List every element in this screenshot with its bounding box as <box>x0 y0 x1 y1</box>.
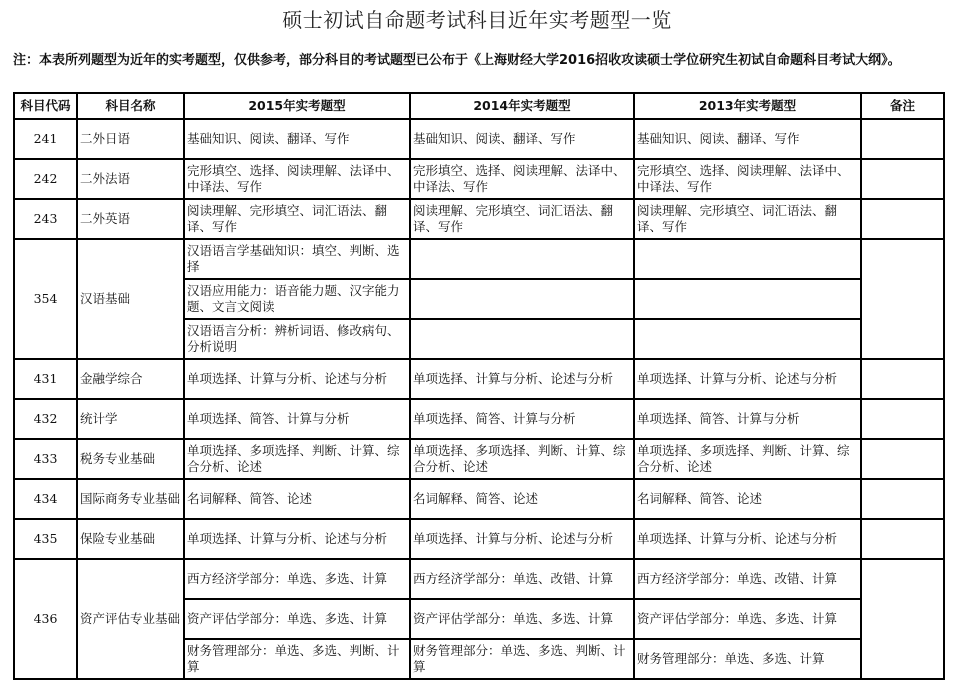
types-2015-part: 资产评估学部分：单选、多选、计算 <box>184 599 410 639</box>
header-2013: 2013年实考题型 <box>634 93 861 119</box>
types-2013: 基础知识、阅读、翻译、写作 <box>634 119 861 159</box>
subject-code: 354 <box>14 239 77 359</box>
remark <box>861 239 944 359</box>
subject-code: 431 <box>14 359 77 399</box>
subject-code: 432 <box>14 399 77 439</box>
types-2014: 阅读理解、完形填空、词汇语法、翻译、写作 <box>410 199 634 239</box>
types-2014: 完形填空、选择、阅读理解、法译中、中译法、写作 <box>410 159 634 199</box>
subject-name: 二外日语 <box>77 119 184 159</box>
table-row <box>14 559 944 599</box>
remark <box>861 119 944 159</box>
types-2014: 名词解释、简答、论述 <box>410 479 634 519</box>
types-2013-part: 西方经济学部分：单选、改错、计算 <box>634 559 861 599</box>
types-2013: 名词解释、简答、论述 <box>634 479 861 519</box>
note-text: 注：本表所列题型为近年的实考题型，仅供参考，部分科目的考试题型已公布于《上海财经大学2016招收攻读硕士学位研究生初试自命题科目考试大纲》。 <box>13 53 901 68</box>
remark <box>861 159 944 199</box>
subject-name: 金融学综合 <box>77 359 184 399</box>
remark <box>861 479 944 519</box>
types-2015-part: 财务管理部分：单选、多选、判断、计算 <box>184 639 410 679</box>
types-2014-part <box>410 239 634 279</box>
header-name: 科目名称 <box>77 93 184 119</box>
remark <box>861 439 944 479</box>
types-2013: 单项选择、计算与分析、论述与分析 <box>634 519 861 559</box>
types-2015: 单项选择、计算与分析、论述与分析 <box>184 519 410 559</box>
remark <box>861 399 944 439</box>
types-2014-part <box>410 279 634 319</box>
types-2014: 单项选择、计算与分析、论述与分析 <box>410 359 634 399</box>
types-2015: 单项选择、简答、计算与分析 <box>184 399 410 439</box>
types-2013: 阅读理解、完形填空、词汇语法、翻译、写作 <box>634 199 861 239</box>
types-2014: 单项选择、简答、计算与分析 <box>410 399 634 439</box>
table-row <box>14 359 944 399</box>
types-2013-part <box>634 319 861 359</box>
remark <box>861 199 944 239</box>
remark <box>861 519 944 559</box>
types-2015-part: 西方经济学部分：单选、多选、计算 <box>184 559 410 599</box>
subject-code: 435 <box>14 519 77 559</box>
exam-types-table <box>13 92 945 680</box>
subject-name: 二外法语 <box>77 159 184 199</box>
subject-name: 二外英语 <box>77 199 184 239</box>
table-row <box>14 239 944 279</box>
types-2015-part: 汉语应用能力：语音能力题、汉字能力题、文言文阅读 <box>184 279 410 319</box>
types-2015: 单项选择、计算与分析、论述与分析 <box>184 359 410 399</box>
types-2014-part: 西方经济学部分：单选、改错、计算 <box>410 559 634 599</box>
types-2013: 单项选择、简答、计算与分析 <box>634 399 861 439</box>
subject-code: 242 <box>14 159 77 199</box>
table-row <box>14 439 944 479</box>
header-2015: 2015年实考题型 <box>184 93 410 119</box>
page-title: 硕士初试自命题考试科目近年实考题型一览 <box>282 8 672 32</box>
types-2013: 单项选择、多项选择、判断、计算、综合分析、论述 <box>634 439 861 479</box>
header-row <box>14 93 944 119</box>
types-2014-part: 财务管理部分：单选、多选、判断、计算 <box>410 639 634 679</box>
types-2014: 单项选择、多项选择、判断、计算、综合分析、论述 <box>410 439 634 479</box>
types-2014: 单项选择、计算与分析、论述与分析 <box>410 519 634 559</box>
table-row <box>14 199 944 239</box>
subject-name: 资产评估专业基础 <box>77 559 184 679</box>
remark <box>861 559 944 679</box>
types-2013: 单项选择、计算与分析、论述与分析 <box>634 359 861 399</box>
types-2014-part <box>410 319 634 359</box>
types-2015-part: 汉语语言学基础知识：填空、判断、选择 <box>184 239 410 279</box>
types-2014: 基础知识、阅读、翻译、写作 <box>410 119 634 159</box>
table-row <box>14 159 944 199</box>
subject-name: 汉语基础 <box>77 239 184 359</box>
header-2014: 2014年实考题型 <box>410 93 634 119</box>
types-2015: 阅读理解、完形填空、词汇语法、翻译、写作 <box>184 199 410 239</box>
types-2013-part: 财务管理部分：单选、多选、计算 <box>634 639 861 679</box>
subject-name: 税务专业基础 <box>77 439 184 479</box>
subject-code: 436 <box>14 559 77 679</box>
subject-name: 国际商务专业基础 <box>77 479 184 519</box>
types-2015: 基础知识、阅读、翻译、写作 <box>184 119 410 159</box>
types-2014-part: 资产评估学部分：单选、多选、计算 <box>410 599 634 639</box>
types-2015-part: 汉语语言分析：辨析词语、修改病句、分析说明 <box>184 319 410 359</box>
subject-name: 保险专业基础 <box>77 519 184 559</box>
subject-code: 241 <box>14 119 77 159</box>
table-row <box>14 399 944 439</box>
header-code: 科目代码 <box>14 93 77 119</box>
types-2015: 完形填空、选择、阅读理解、法译中、中译法、写作 <box>184 159 410 199</box>
types-2013-part <box>634 279 861 319</box>
subject-code: 434 <box>14 479 77 519</box>
remark <box>861 359 944 399</box>
table-row <box>14 119 944 159</box>
table-row <box>14 479 944 519</box>
types-2013: 完形填空、选择、阅读理解、法译中、中译法、写作 <box>634 159 861 199</box>
types-2013-part: 资产评估学部分：单选、多选、计算 <box>634 599 861 639</box>
subject-name: 统计学 <box>77 399 184 439</box>
table-row <box>14 519 944 559</box>
types-2013-part <box>634 239 861 279</box>
types-2015: 名词解释、简答、论述 <box>184 479 410 519</box>
header-remark: 备注 <box>861 93 944 119</box>
subject-code: 433 <box>14 439 77 479</box>
subject-code: 243 <box>14 199 77 239</box>
types-2015: 单项选择、多项选择、判断、计算、综合分析、论述 <box>184 439 410 479</box>
